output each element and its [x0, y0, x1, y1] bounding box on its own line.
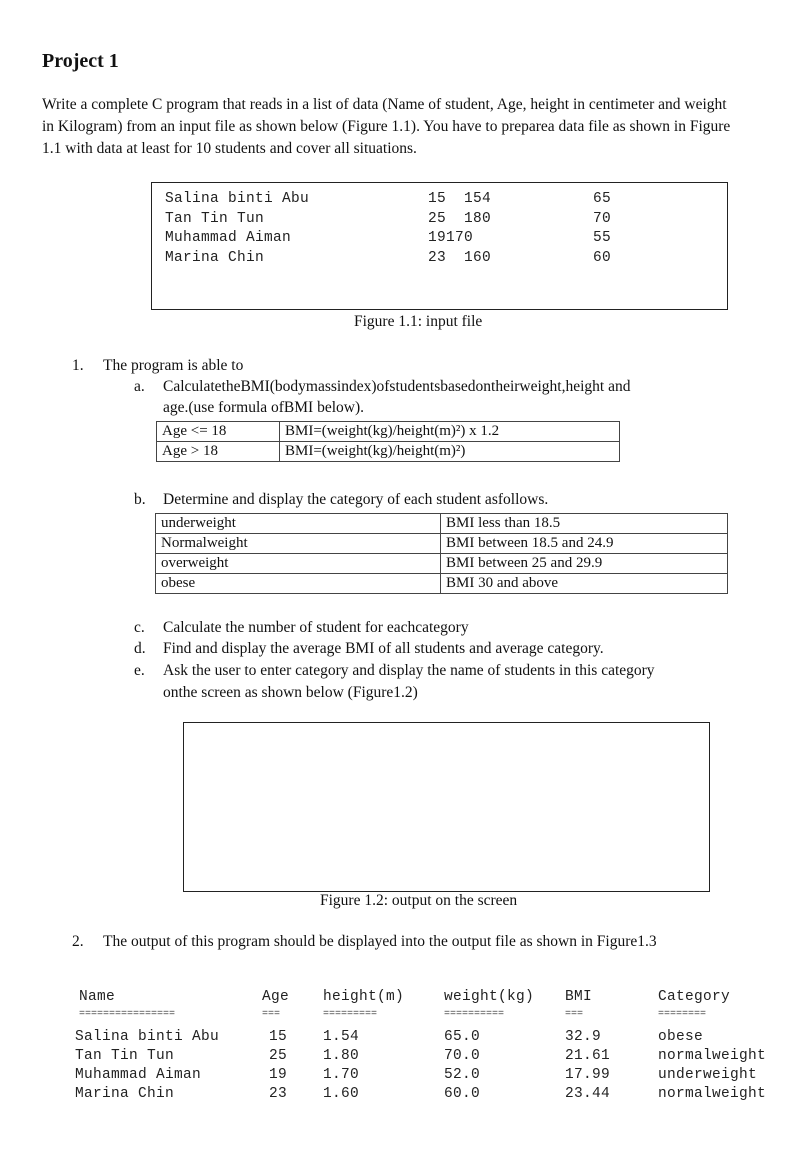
input-age-height: 25 180 [428, 210, 492, 227]
q2-text: The output of this program should be displayed into the output file as shown in Figure1.3 [103, 933, 657, 950]
out-age: 25 [269, 1048, 288, 1064]
formula-text: BMI=(weight(kg)/height(m)²) x 1.2 [280, 422, 620, 442]
q1b-text: Determine and display the category of each student asfollows. [163, 491, 549, 508]
category-range: BMI less than 18.5 [441, 514, 728, 534]
category-name: overweight [156, 554, 441, 574]
q1a-letter: a. [134, 378, 145, 395]
out-age: 23 [269, 1086, 288, 1102]
col-underline: === [565, 1009, 584, 1020]
col-header-age: Age [262, 989, 290, 1005]
input-name: Tan Tin Tun [165, 210, 265, 227]
out-name: Muhammad Aiman [75, 1067, 202, 1083]
category-range: BMI between 25 and 29.9 [441, 554, 728, 574]
out-bmi: 17.99 [565, 1067, 611, 1083]
table-row [157, 422, 620, 442]
q1d-text: Find and display the average BMI of all students and average category. [163, 640, 604, 657]
input-name: Salina binti Abu [165, 191, 310, 207]
q1a-line1: CalculatetheBMI(bodymassindex)ofstudentsbasedontheirweight,height and [163, 378, 631, 395]
q1b-letter: b. [134, 491, 146, 508]
out-height: 1.80 [323, 1048, 360, 1064]
col-underline: ======== [658, 1009, 707, 1020]
col-underline: === [262, 1009, 281, 1020]
formula-condition: Age > 18 [157, 442, 280, 462]
input-row [165, 211, 715, 231]
out-name: Salina binti Abu [75, 1029, 220, 1045]
out-age: 15 [269, 1029, 288, 1045]
bmi-category-table [155, 513, 728, 594]
col-underline: ================ [79, 1009, 176, 1020]
input-weight: 55 [593, 230, 612, 246]
screen-output-box [183, 722, 710, 892]
category-range: BMI between 18.5 and 24.9 [441, 534, 728, 554]
q1c-text: Calculate the number of student for eachcategory [163, 619, 469, 636]
figure-1-1-caption: Figure 1.1: input file [354, 313, 483, 330]
out-height: 1.54 [323, 1029, 360, 1045]
page-title: Project 1 [42, 50, 119, 72]
out-name: Marina Chin [75, 1086, 175, 1102]
q1-number: 1. [72, 357, 84, 374]
q1-text: The program is able to [103, 357, 244, 374]
q1d-letter: d. [134, 640, 146, 657]
input-age-height: 19170 [428, 230, 474, 246]
input-weight: 60 [593, 249, 612, 266]
out-weight: 60.0 [444, 1086, 481, 1102]
input-weight: 70 [593, 210, 612, 227]
out-category: normalweight [658, 1048, 767, 1064]
out-bmi: 21.61 [565, 1048, 611, 1064]
figure-1-2-caption: Figure 1.2: output on the screen [320, 892, 518, 909]
out-category: obese [658, 1029, 704, 1045]
q2-number: 2. [72, 933, 84, 950]
out-name: Tan Tin Tun [75, 1048, 175, 1064]
out-category: normalweight [658, 1086, 767, 1102]
table-row [156, 534, 728, 554]
table-row [157, 442, 620, 462]
q1e-line2: onthe screen as shown below (Figure1.2) [163, 684, 418, 701]
input-file-rows [165, 191, 715, 269]
col-header-bmi: BMI [565, 989, 593, 1005]
table-row [156, 514, 728, 534]
table-row [156, 554, 728, 574]
input-row [165, 250, 715, 270]
input-age-height: 23 160 [428, 249, 492, 266]
q1c-letter: c. [134, 619, 145, 636]
q1e-line1: Ask the user to enter category and display the name of students in this category [163, 662, 655, 679]
col-header-height: height(m) [323, 989, 405, 1005]
output-file-listing [75, 989, 785, 1109]
col-header-weight: weight(kg) [444, 989, 535, 1005]
out-bmi: 23.44 [565, 1086, 611, 1102]
out-bmi: 32.9 [565, 1029, 602, 1045]
formula-text: BMI=(weight(kg)/height(m)²) [280, 442, 620, 462]
out-weight: 52.0 [444, 1067, 481, 1083]
input-row [165, 230, 715, 250]
out-weight: 70.0 [444, 1048, 481, 1064]
category-name: obese [156, 574, 441, 594]
bmi-formula-table [156, 421, 620, 462]
input-file-box [151, 182, 728, 310]
out-age: 19 [269, 1067, 288, 1083]
input-weight: 65 [593, 191, 612, 207]
category-name: Normalweight [156, 534, 441, 554]
out-weight: 65.0 [444, 1029, 481, 1045]
input-row [165, 191, 715, 211]
category-range: BMI 30 and above [441, 574, 728, 594]
q1e-letter: e. [134, 662, 145, 679]
out-height: 1.60 [323, 1086, 360, 1102]
col-underline: ========= [323, 1009, 378, 1020]
input-name: Marina Chin [165, 249, 265, 266]
q1a-line2: age.(use formula ofBMI below). [163, 399, 365, 416]
intro-paragraph: Write a complete C program that reads in a list of data (Name of student, Age, height in centimeter and weight in Kilogram) from an input file as shown below (Figure 1.1). You have to preparea data file as shown in Figure 1.1 with data at least for 10 students and cover all situations. [42, 96, 731, 157]
formula-condition: Age <= 18 [157, 422, 280, 442]
out-category: underweight [658, 1067, 758, 1083]
input-age-height: 15 154 [428, 191, 492, 207]
out-height: 1.70 [323, 1067, 360, 1083]
col-underline: ========== [444, 1009, 505, 1020]
col-header-name: Name [79, 989, 116, 1005]
table-row [156, 574, 728, 594]
category-name: underweight [156, 514, 441, 534]
col-header-category: Category [658, 989, 731, 1005]
input-name: Muhammad Aiman [165, 230, 292, 246]
